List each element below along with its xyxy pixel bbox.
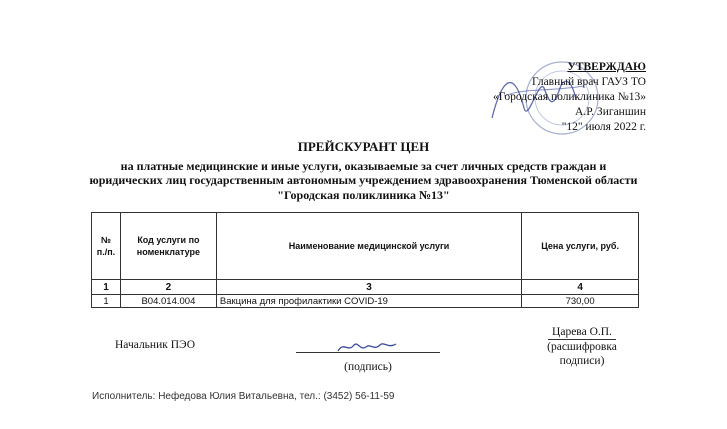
price-table (91, 212, 639, 308)
document-title (0, 140, 727, 202)
service-price: 730,00 (522, 295, 639, 308)
column-header: Цена услуги, руб. (522, 213, 639, 280)
service-name: Вакцина для профилактики COVID-19 (216, 295, 521, 308)
approval-line: А.Р. Зиганшин (575, 106, 646, 118)
signature-line (296, 352, 440, 353)
column-header: Код услуги по номенклатуре (120, 213, 216, 280)
approval-header: УТВЕРЖДАЮ (567, 61, 646, 73)
approval-line: Главный врач ГАУЗ ТО (532, 76, 646, 88)
signer-name-caption: подписи) (559, 355, 605, 367)
signer-name-block (537, 325, 627, 368)
signer-name-caption: (расшифровка (547, 341, 617, 353)
service-code: B04.014.004 (120, 295, 216, 308)
row-number: 1 (92, 295, 121, 308)
column-number: 1 (92, 280, 121, 295)
column-number: 2 (120, 280, 216, 295)
executor-value: Нефедова Юлия Витальевна, тел.: (3452) 56-11-59 (158, 391, 395, 402)
signer-name: Царева О.П. (548, 325, 616, 340)
approval-block (493, 60, 646, 135)
title-line: "Городская поликлиника №13" (277, 187, 450, 202)
column-header: № п./п. (92, 213, 121, 280)
approval-date: "12" июля 2022 г. (561, 121, 646, 133)
table-row (92, 295, 639, 308)
executor-line (92, 391, 394, 402)
page-title: ПРЕЙСКУРАНТ ЦЕН (297, 139, 430, 154)
approval-line: «Городская поликлиника №13» (493, 91, 646, 103)
column-number: 3 (216, 280, 521, 295)
table-header-row (92, 213, 639, 280)
title-line: на платные медицинские и иные услуги, оказываемые за счет личных средств граждан и (120, 158, 607, 173)
column-number: 4 (522, 280, 639, 295)
column-number-row (92, 280, 639, 295)
signer-position: Начальник ПЭО (115, 339, 196, 351)
signature-caption: (подпись) (344, 361, 392, 373)
column-header: Наименование медицинской услуги (216, 213, 521, 280)
executor-label: Исполнитель: (92, 391, 156, 402)
title-line: юридических лиц государственным автономным учреждением здравоохранения Тюменской области (89, 173, 638, 187)
